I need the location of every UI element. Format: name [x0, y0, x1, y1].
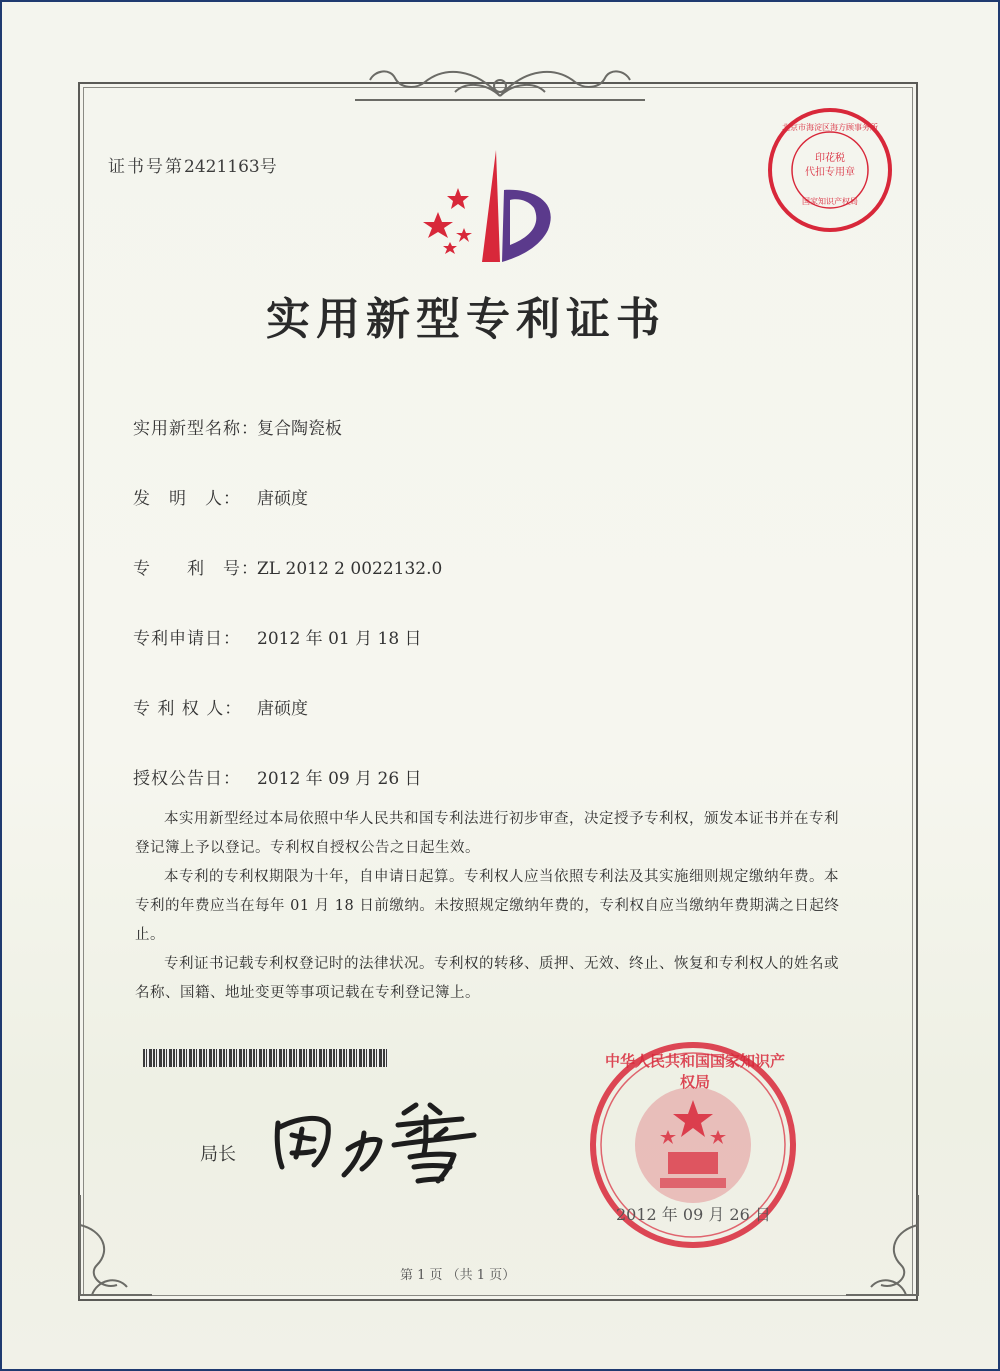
certificate-body	[135, 805, 845, 1008]
ornament-top-icon	[355, 58, 645, 108]
field-inventor: 发 明 人： 唐硕度	[133, 489, 308, 509]
tax-seal-ring-text: 北京市海淀区海方顾事务所	[782, 123, 878, 132]
certificate-title: 实用新型专利证书	[266, 294, 666, 345]
issue-date: 2012 年 09 月 26 日	[616, 1205, 771, 1224]
cnipa-seal-ring-text: 中华人民共和国国家知识产权局	[605, 1052, 786, 1091]
field-utility-model-name: 实用新型名称：复合陶瓷板	[133, 419, 342, 439]
ornament-corner-left-icon	[72, 1195, 152, 1305]
barcode-icon	[143, 1049, 388, 1067]
field-application-date: 专利申请日： 2012 年 01 月 18 日	[133, 629, 422, 649]
body-paragraph: 专利证书记载专利权登记时的法律状况。专利权的转移、质押、无效、终止、恢复和专利权人的姓名或名称、国籍、地址变更等事项记载在专利登记簿上。	[135, 956, 839, 1001]
ornament-corner-right-icon	[846, 1195, 926, 1305]
field-patentee: 专 利 权 人： 唐硕度	[133, 699, 308, 719]
field-grant-date: 授权公告日： 2012 年 09 月 26 日	[133, 769, 422, 789]
body-paragraph: 本专利的专利权期限为十年，自申请日起算。专利权人应当依照专利法及其实施细则规定缴纳年费。本专利的年费应当在每年 01 月 18 日前缴纳。未按照规定缴纳年费的，专利权自应当缴纳年费期满之日起终止。	[135, 869, 840, 943]
certificate-number: 证书号第2421163号	[108, 157, 279, 177]
page-number: 第 1 页 （共 1 页）	[400, 1268, 516, 1283]
tax-seal-center: 印花税 代扣专用章	[805, 153, 855, 178]
field-patent-number: 专 利 号：ZL 2012 2 0022132.0	[133, 559, 443, 579]
director-signature	[270, 1095, 480, 1185]
body-paragraph: 本实用新型经过本局依照中华人民共和国专利法进行初步审查，决定授予专利权，颁发本证书并在专利登记簿上予以登记。专利权自授权公告之日起生效。	[135, 811, 839, 856]
director-label: 局长	[200, 1144, 236, 1165]
tax-seal-bottom-text: 国家知识产权局	[802, 197, 858, 206]
cnipa-logo-icon	[420, 150, 570, 265]
